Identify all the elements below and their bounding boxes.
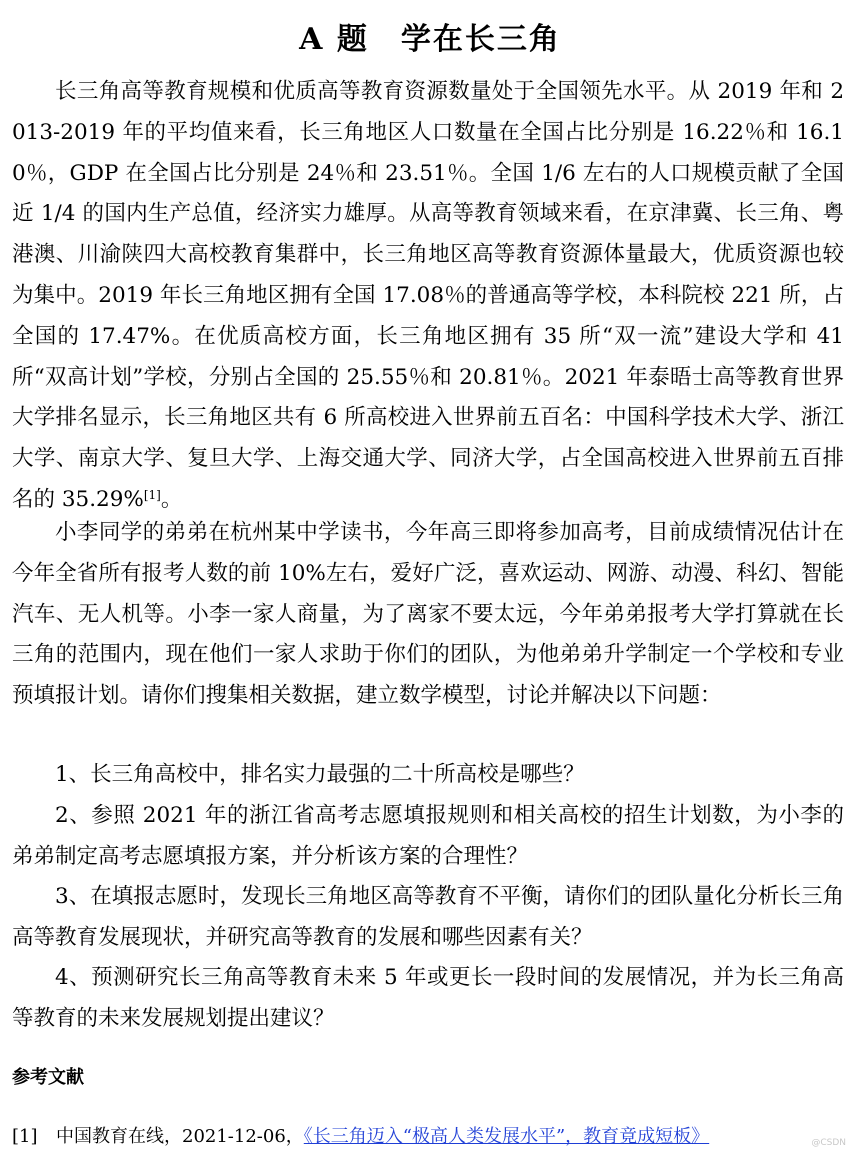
intro-paragraph-text: 长三角高等教育规模和优质高等教育资源数量处于全国领先水平。从 2019 年和 2013-2019 年的平均值来看，长三角地区人口数量在全国占比分别是 16.22％和 16.10％，GDP 在全国占比分别是 24％和 23.51％。全国 1/6 左右的人口规模贡献了全国近 1/4 的国内生产总值，经济实力雄厚。从高等教育领域来看，在京津冀、长三角、粤港澳、川渝陕四大高校教育集群中，长三角地区高等教育资源体量最大，优质资源也较为集中。2019 年长三角地区拥有全国 17.08％的普通高等学校，本科院校 221 所，占全国的 17.47%。在优质高校方面，长三角地区拥有 35 所“双一流”建设大学和 41 所“双高计划”学校，分别占全国的 25.55％和 20.81％。2021 年泰晤士高等教育世界大学排名显示，长三角地区共有 6 所高校进入世界前五百名：中国科学技术大学、浙江大学、南京大学、复旦大学、上海交通大学、同济大学，占全国高校进入世界前五百排名的 35.29%	[12, 79, 844, 512]
watermark: @CSDN	[811, 1138, 846, 1148]
citation-marker[interactable]: [1]	[143, 487, 161, 502]
reference-source: 中国教育在线，2021-12-06，	[56, 1126, 304, 1147]
reference-number: [1]	[12, 1126, 38, 1147]
question-4: 4、预测研究长三角高等教育未来 5 年或更长一段时间的发展情况，并为长三角高等教育的未来发展规划提出建议？	[12, 965, 844, 1031]
question-2: 2、参照 2021 年的浙江省高考志愿填报规则和相关高校的招生计划数，为小李的弟弟制定高考志愿填报方案，并分析该方案的合理性？	[12, 803, 844, 869]
question-3: 3、在填报志愿时，发现长三角地区高等教育不平衡，请你们的团队量化分析长三角高等教育发展现状，并研究高等教育的发展和哪些因素有关？	[12, 884, 844, 950]
problem-title: A 题 学在长三角	[299, 22, 561, 57]
scenario-paragraph: 小李同学的弟弟在杭州某中学读书，今年高三即将参加高考，目前成绩情况估计在今年全省所有报考人数的前 10%左右，爱好广泛，喜欢运动、网游、动漫、科幻、智能汽车、无人机等。小李一家人商量，为了离家不要太远，今年弟弟报考大学打算就在长三角的范围内，现在他们一家人求助于你们的团队，为他弟弟升学制定一个学校和专业预填报计划。请你们搜集相关数据，建立数学模型，讨论并解决以下问题：	[12, 520, 844, 709]
reference-item	[12, 1123, 852, 1151]
references-heading: 参考文献	[12, 1067, 84, 1088]
reference-link[interactable]: 《长三角迈入“极高人类发展水平”，教育竟成短板》	[303, 1126, 710, 1147]
question-1: 1、长三角高校中，排名实力最强的二十所高校是哪些？	[55, 762, 585, 787]
intro-paragraph-end: 。	[160, 486, 183, 512]
intro-paragraph	[12, 72, 844, 521]
